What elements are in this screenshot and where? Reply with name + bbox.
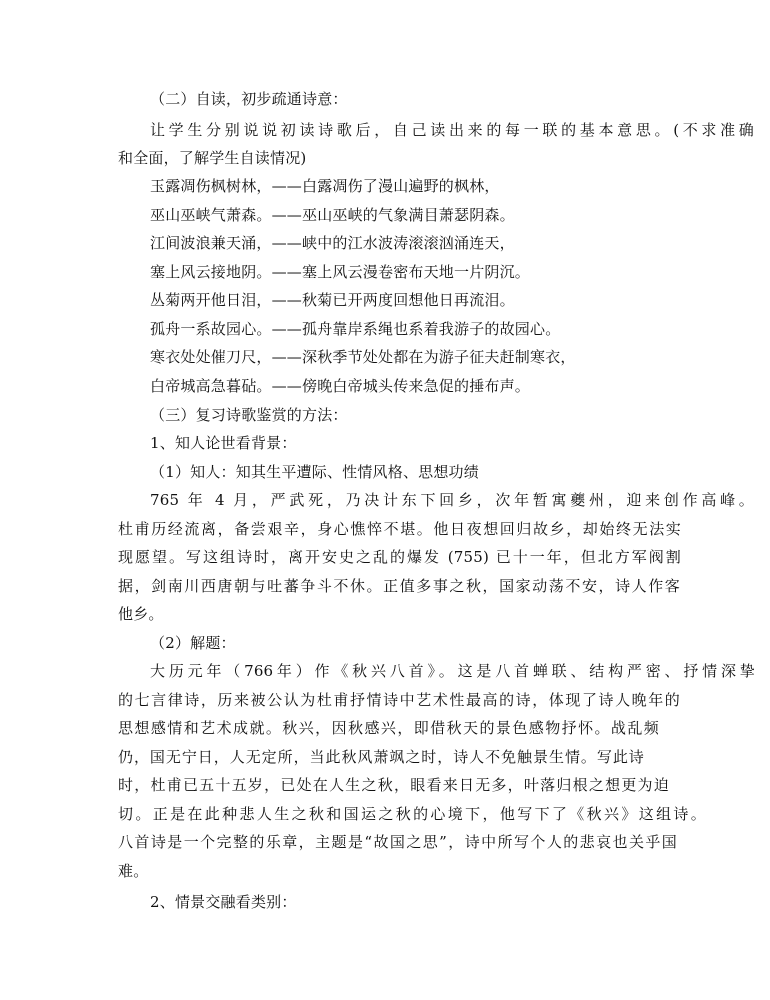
paragraph-line: 据，剑南川西唐朝与吐蕃争斗不休。正值多事之秋，国家动荡不安，诗人作客 bbox=[118, 577, 680, 595]
paragraph-line: 现愿望。写这组诗时，离开安史之乱的爆发 (755) 已十一年，但北方军阀割 bbox=[118, 548, 681, 566]
poem-line: 孤舟一系故园心。——孤舟靠岸系绳也系着我游子的故园心。 bbox=[150, 320, 561, 338]
paragraph-line: 765 年 4 月，严武死，乃决计东下回乡，次年暂寓夔州，迎来创作高峰。 bbox=[150, 491, 754, 509]
poem-line: 玉露凋伤枫树林，——白露凋伤了漫山遍野的枫林， bbox=[150, 177, 500, 195]
method-subheading: （2）解题： bbox=[150, 634, 236, 652]
paragraph-line: 八首诗是一个完整的乐章，主题是“故国之思”，诗中所写个人的悲哀也关乎国 bbox=[118, 833, 677, 851]
paragraph-line: 杜甫历经流离，备尝艰辛，身心憔悴不堪。他日夜想回归故乡，却始终无法实 bbox=[118, 520, 681, 538]
paragraph-line: 难。 bbox=[118, 862, 149, 880]
paragraph-line: 他乡。 bbox=[118, 605, 164, 623]
paragraph-line: 时，杜甫已五十五岁，已处在人生之秋，眼看来日无多，叶落归根之想更为迫 bbox=[118, 776, 669, 794]
poem-line: 寒衣处处催刀尺，——深秋季节处处都在为游子征夫赶制寒衣， bbox=[150, 348, 576, 366]
method-heading: 1、知人论世看背景： bbox=[150, 434, 297, 452]
method-heading: 2、情景交融看类别： bbox=[150, 893, 297, 911]
poem-line: 白帝城高急暮砧。——傍晚白帝城头传来急促的捶布声。 bbox=[150, 377, 531, 395]
paragraph-line: 大历元年（766年）作《秋兴八首》。这是八首蝉联、结构严密、抒情深挚 bbox=[150, 662, 755, 680]
paragraph-line: 让学生分别说说初读诗歌后，自己读出来的每一联的基本意思。(不求准确 bbox=[150, 121, 754, 139]
poem-line: 巫山巫峡气萧森。——巫山巫峡的气象满目萧瑟阴森。 bbox=[150, 206, 515, 224]
paragraph-line: 切。正是在此种悲人生之秋和国运之秋的心境下，他写下了《秋兴》这组诗。 bbox=[118, 805, 706, 823]
poem-line: 江间波浪兼天涌，——峡中的江水波涛滚滚汹涌连天， bbox=[150, 234, 515, 252]
paragraph-line: 和全面，了解学生自读情况) bbox=[118, 149, 307, 167]
paragraph-line: 的七言律诗，历来被公认为杜甫抒情诗中艺术性最高的诗，体现了诗人晚年的 bbox=[118, 691, 680, 709]
method-subheading: （1）知人：知其生平遭际、性情风格、思想功绩 bbox=[150, 463, 479, 481]
paragraph-line: 仍，国无宁日，人无定所，当此秋风萧飒之时，诗人不免触景生情。写此诗 bbox=[118, 748, 644, 766]
poem-line: 塞上风云接地阴。——塞上风云漫卷密布天地一片阴沉。 bbox=[150, 263, 531, 281]
section-heading-self-read: （二）自读，初步疏通诗意： bbox=[150, 90, 348, 108]
section-heading-review: （三）复习诗歌鉴赏的方法： bbox=[150, 406, 348, 424]
paragraph-line: 思想感情和艺术成就。秋兴，因秋感兴，即借秋天的景色感物抒怀。战乱频 bbox=[118, 719, 659, 737]
poem-line: 丛菊两开他日泪，——秋菊已开两度回想他日再流泪。 bbox=[150, 291, 515, 309]
